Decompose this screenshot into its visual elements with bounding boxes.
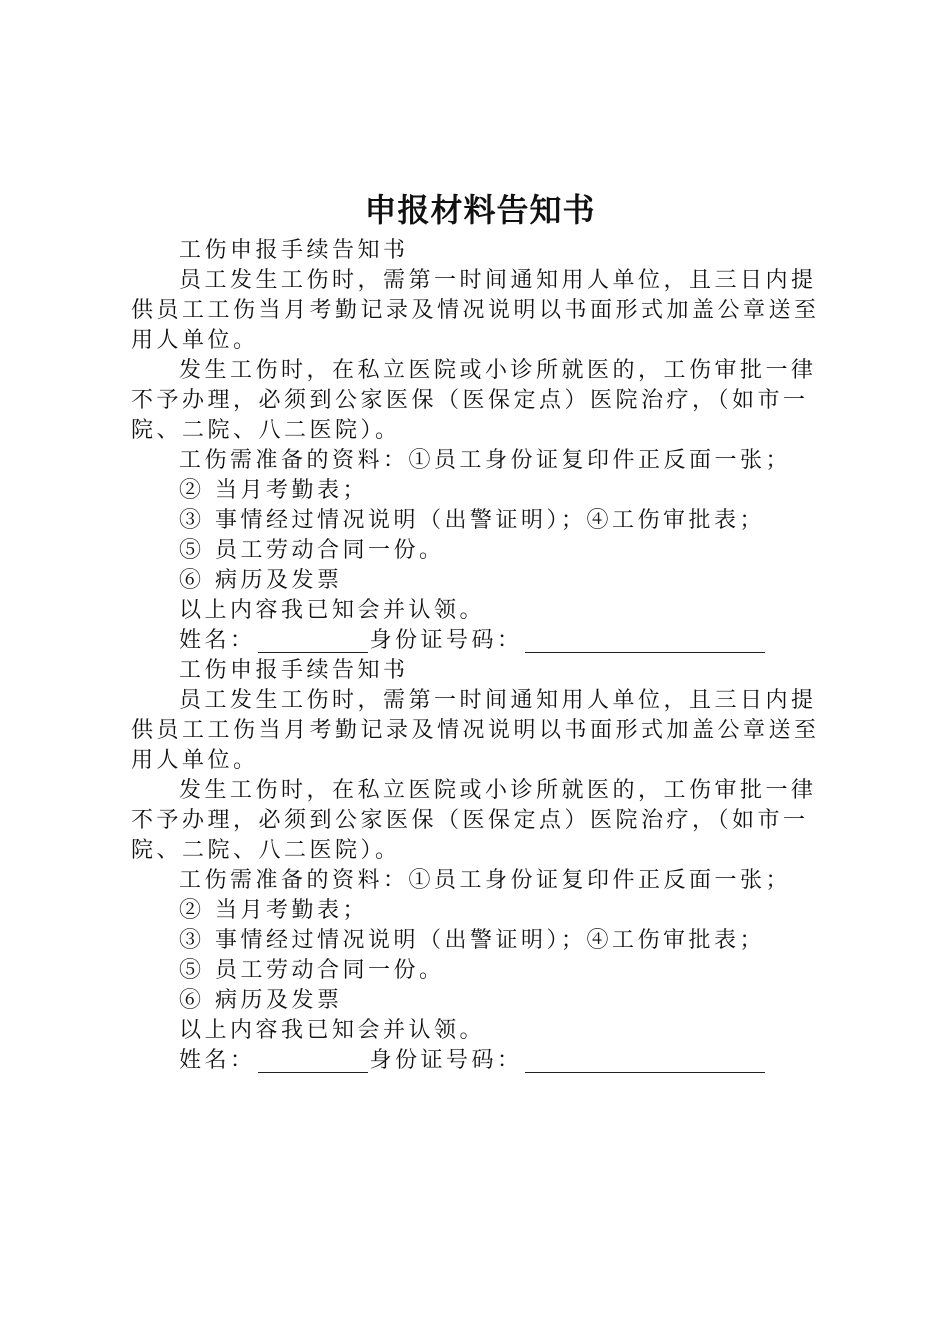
materials-item: ③ 事情经过情况说明（出警证明）；④工伤审批表； bbox=[179, 928, 765, 953]
notice-section bbox=[131, 236, 831, 656]
materials-item: ⑤ 员工劳动合同一份。 bbox=[179, 958, 445, 983]
acknowledgement: 以上内容我已知会并认领。 bbox=[179, 598, 486, 623]
paragraph-line: 用人单位。 bbox=[131, 328, 259, 353]
document-body bbox=[131, 236, 831, 1076]
paragraph-line: 发生工伤时，在私立医院或小诊所就医的，工伤审批一律 bbox=[179, 778, 817, 803]
signature-row bbox=[131, 1046, 831, 1076]
paragraph-line: 用人单位。 bbox=[131, 748, 259, 773]
section-heading: 工伤申报手续告知书 bbox=[179, 658, 409, 683]
paragraph-line: 不予办理，必须到公家医保（医保定点）医院治疗，（如市一 bbox=[131, 808, 809, 833]
name-label: 姓名： bbox=[179, 628, 256, 653]
id-number-label: 身份证号码： bbox=[369, 1048, 523, 1073]
signature-row bbox=[131, 626, 831, 656]
paragraph-line: 员工发生工伤时，需第一时间通知用人单位，且三日内提 bbox=[179, 268, 817, 293]
materials-item: ⑥ 病历及发票 bbox=[179, 568, 343, 593]
paragraph-line: 院、二院、八二医院）。 bbox=[131, 418, 401, 443]
paragraph-line: 供员工工伤当月考勤记录及情况说明以书面形式加盖公章送至 bbox=[131, 718, 820, 743]
materials-item: ② 当月考勤表； bbox=[179, 478, 368, 503]
materials-item: ⑥ 病历及发票 bbox=[179, 988, 343, 1013]
acknowledgement: 以上内容我已知会并认领。 bbox=[179, 1018, 486, 1043]
section-heading: 工伤申报手续告知书 bbox=[179, 238, 409, 263]
materials-intro: 工伤需准备的资料：①员工身份证复印件正反面一张； bbox=[179, 448, 792, 473]
document-title: 申报材料告知书 bbox=[364, 191, 596, 229]
materials-item: ③ 事情经过情况说明（出警证明）；④工伤审批表； bbox=[179, 508, 765, 533]
materials-item: ⑤ 员工劳动合同一份。 bbox=[179, 538, 445, 563]
paragraph-line: 发生工伤时，在私立医院或小诊所就医的，工伤审批一律 bbox=[179, 358, 817, 383]
paragraph-line: 供员工工伤当月考勤记录及情况说明以书面形式加盖公章送至 bbox=[131, 298, 820, 323]
materials-item: ② 当月考勤表； bbox=[179, 898, 368, 923]
id-number-field[interactable] bbox=[525, 630, 765, 653]
name-label: 姓名： bbox=[179, 1048, 256, 1073]
id-number-field[interactable] bbox=[525, 1050, 765, 1073]
notice-section bbox=[131, 656, 831, 1076]
name-field[interactable] bbox=[258, 1050, 368, 1073]
materials-intro: 工伤需准备的资料：①员工身份证复印件正反面一张； bbox=[179, 868, 792, 893]
name-field[interactable] bbox=[258, 630, 368, 653]
paragraph-line: 员工发生工伤时，需第一时间通知用人单位，且三日内提 bbox=[179, 688, 817, 713]
id-number-label: 身份证号码： bbox=[369, 628, 523, 653]
paragraph-line: 不予办理，必须到公家医保（医保定点）医院治疗，（如市一 bbox=[131, 388, 809, 413]
paragraph-line: 院、二院、八二医院）。 bbox=[131, 838, 401, 863]
